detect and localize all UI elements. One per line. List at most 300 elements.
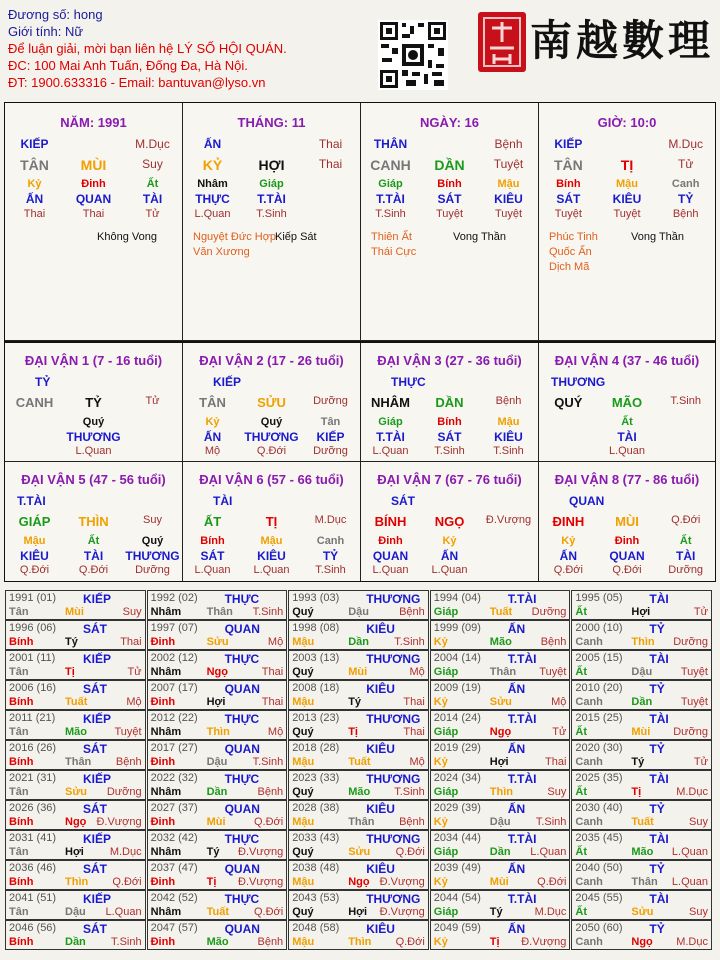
- dai-van-can: BÍNH: [374, 514, 407, 529]
- hidden-stem: Bính: [437, 416, 462, 428]
- year-cell: [5, 620, 146, 650]
- year-cell: [430, 830, 571, 860]
- row: [539, 416, 715, 428]
- year-phase: Thai: [120, 636, 142, 648]
- year-top-row: [9, 862, 142, 876]
- hidden-ten-god: KIÊU: [257, 549, 286, 563]
- dai-van-chi: SỬU: [257, 395, 286, 410]
- dai-van-chi: DẦN: [435, 395, 464, 410]
- year-branch: Hợi: [489, 756, 509, 768]
- year-branch: Mùi: [348, 666, 368, 678]
- year-phase: Đ.Vượng: [521, 936, 567, 948]
- hidden-ten-god: TÀI: [676, 549, 696, 563]
- year-ten-god: T.TÀI: [507, 832, 537, 846]
- year-stem: Giáp: [433, 786, 459, 798]
- hidden-ten-god: THỰC: [195, 192, 230, 206]
- year-stem: Canh: [575, 696, 603, 708]
- year-ten-god: THỰC: [224, 892, 260, 906]
- row: [361, 445, 538, 457]
- year-ten-god: KIÊU: [366, 922, 395, 936]
- year-branch: Dần: [65, 936, 86, 948]
- hidden-ten-god: KIÊU: [494, 430, 523, 444]
- year-bottom-row: [575, 906, 708, 920]
- note-right: Vong Thần: [453, 231, 507, 243]
- year-bottom-row: [575, 696, 708, 710]
- year-stem: Ất: [575, 846, 587, 858]
- dai-van-can: CANH: [15, 395, 54, 410]
- year-top-row: [575, 802, 708, 816]
- year-bottom-row: [434, 876, 567, 890]
- year-ten-god: TỶ: [649, 922, 665, 936]
- year-top-row: [151, 592, 284, 606]
- row: [539, 192, 715, 206]
- year-label: 2001 (11): [9, 652, 56, 664]
- hidden-stem: Kỷ: [205, 416, 220, 428]
- hidden-ten-god: ẤN: [559, 549, 577, 563]
- year-stem: Quý: [292, 906, 314, 918]
- year-ten-god: THƯƠNG: [366, 892, 421, 906]
- year-top-row: [434, 622, 567, 636]
- year-cell: [147, 590, 288, 620]
- year-branch: Dậu: [631, 666, 653, 678]
- hidden-stem: Đinh: [81, 178, 106, 190]
- hidden-ten-god: QUAN: [372, 549, 409, 563]
- year-ten-god: T.TÀI: [507, 712, 537, 726]
- year-ten-god: ẤN: [507, 802, 526, 816]
- qr-code-icon: [378, 20, 448, 90]
- row: [5, 564, 182, 576]
- year-top-row: [292, 742, 425, 756]
- hidden-phase: [301, 208, 360, 220]
- year-cell: [288, 860, 429, 890]
- heavenly-stem: TÂN: [553, 157, 583, 173]
- year-branch: Mùi: [631, 726, 651, 738]
- row: [5, 208, 182, 220]
- hidden-phase: Dưỡng: [668, 564, 704, 576]
- year-label: 2049 (59): [433, 922, 481, 934]
- year-cell: [147, 740, 288, 770]
- branch-phase: Thai: [318, 157, 343, 171]
- year-stem: Nhâm: [150, 846, 182, 858]
- year-top-row: [9, 922, 142, 936]
- hidden-ten-god: QUAN: [75, 192, 112, 206]
- phone-line: ĐT: 1900.633316 - Email: bantuvan@lyso.vn: [8, 75, 266, 90]
- hidden-stem: Kỷ: [561, 535, 576, 547]
- year-branch: Thân: [65, 756, 92, 768]
- year-top-row: [292, 832, 425, 846]
- year-branch: Dần: [489, 846, 511, 858]
- ten-god: THÂN: [373, 137, 408, 151]
- year-top-row: [9, 652, 142, 666]
- year-branch: Hợi: [65, 846, 84, 858]
- year-stem: Kỷ: [433, 816, 448, 828]
- year-label: 2043 (53): [292, 892, 340, 904]
- hidden-phase: Mộ: [204, 445, 221, 457]
- dai-van-can: GIÁP: [18, 514, 51, 529]
- spacer: [242, 137, 301, 151]
- year-stem: Bính: [9, 816, 34, 828]
- hidden-phase: Q.Đới: [612, 564, 642, 576]
- year-cell: [571, 830, 712, 860]
- year-phase: T.Sinh: [394, 636, 425, 648]
- hidden-ten-god: TÀI: [83, 549, 104, 563]
- row: [183, 208, 360, 220]
- year-bottom-row: [575, 756, 708, 770]
- hidden-stem: Ất: [621, 416, 633, 428]
- year-bottom-row: [151, 816, 284, 830]
- year-top-row: [292, 922, 425, 936]
- year-phase: M.Dục: [534, 906, 567, 918]
- year-branch: Tị: [631, 786, 642, 798]
- row: [183, 430, 360, 444]
- year-branch: Thân: [631, 876, 658, 888]
- year-label: 2039 (49): [433, 862, 481, 874]
- year-cell: [430, 650, 571, 680]
- hidden-stem: Đinh: [614, 535, 640, 547]
- year-bottom-row: [151, 876, 284, 890]
- year-stem: Nhâm: [150, 786, 182, 798]
- hidden-stem: [479, 535, 538, 547]
- hidden-phase: L.Quan: [75, 445, 112, 457]
- year-stem: Giáp: [433, 666, 459, 678]
- year-branch: Tuất: [65, 696, 88, 708]
- row: [539, 395, 715, 410]
- year-ten-god: KIẾP: [83, 892, 112, 906]
- hidden-phase: Q.Đới: [19, 564, 50, 576]
- year-phase: Mộ: [551, 696, 567, 708]
- year-cell: [430, 920, 571, 950]
- year-ten-god: TỶ: [649, 862, 665, 876]
- year-top-row: [575, 622, 708, 636]
- year-ten-god: TÀI: [649, 592, 669, 606]
- year-branch: Tuất: [206, 906, 229, 918]
- year-phase: Mộ: [267, 726, 284, 738]
- year-cell: [430, 740, 571, 770]
- row: [539, 157, 715, 173]
- hidden-phase: L.Quan: [372, 445, 409, 457]
- year-phase: Suy: [122, 606, 142, 618]
- hidden-stem: Nhâm: [197, 178, 228, 190]
- year-bottom-row: [9, 756, 142, 770]
- year-cell: [288, 680, 429, 710]
- year-bottom-row: [151, 696, 284, 710]
- dai-van-star: THỰC: [391, 375, 426, 389]
- year-cell: [147, 800, 288, 830]
- year-stem: Ất: [575, 606, 587, 618]
- gioi-tinh-label: Giới tính:: [8, 24, 62, 39]
- year-ten-god: KIÊU: [366, 682, 395, 696]
- year-branch: Tý: [631, 756, 645, 768]
- dai-van-4: [539, 343, 715, 462]
- year-top-row: [434, 592, 567, 606]
- year-phase: Bệnh: [399, 606, 425, 618]
- year-stem: Canh: [575, 816, 603, 828]
- year-bottom-row: [292, 636, 425, 650]
- year-cell: [5, 680, 146, 710]
- year-bottom-row: [434, 786, 567, 800]
- qr-code[interactable]: [378, 20, 448, 90]
- year-branch: Tý: [65, 636, 78, 648]
- year-stem: Kỷ: [433, 636, 448, 648]
- year-bottom-row: [292, 906, 425, 920]
- spacer: [420, 137, 479, 151]
- year-label: 2033 (43): [292, 832, 340, 844]
- year-top-row: [9, 772, 142, 786]
- row: [183, 535, 360, 547]
- year-top-row: [151, 862, 284, 876]
- year-stem: Đinh: [150, 816, 176, 828]
- year-cell: [5, 920, 146, 950]
- year-phase: Bệnh: [540, 636, 567, 648]
- year-ten-god: TÀI: [649, 832, 669, 846]
- year-top-row: [575, 742, 708, 756]
- year-label: 2046 (56): [9, 922, 57, 934]
- year-top-row: [151, 682, 284, 696]
- dai-van-star: QUAN: [569, 494, 605, 508]
- year-phase: Dưỡng: [106, 786, 142, 798]
- row: [361, 564, 538, 576]
- hidden-ten-god: TÀI: [142, 192, 163, 206]
- year-top-row: [575, 682, 708, 696]
- year-label: 2025 (35): [575, 772, 623, 784]
- hidden-ten-god: THƯƠNG: [66, 430, 121, 444]
- year-stem: Mậu: [292, 936, 315, 948]
- year-branch: Ngọ: [65, 816, 87, 828]
- year-stem: Tân: [9, 606, 29, 618]
- year-phase: L.Quan: [671, 846, 708, 858]
- year-ten-god: KIÊU: [366, 622, 395, 636]
- dai-van-can: ĐINH: [552, 514, 585, 529]
- year-cell: [5, 890, 146, 920]
- pillar-title: GIỜ: 10:0: [597, 115, 657, 130]
- dai-van-can: TÂN: [199, 395, 226, 410]
- row: [539, 430, 715, 444]
- branch-phase: Tuyệt: [493, 157, 524, 171]
- year-cell: [571, 590, 712, 620]
- year-cell: [571, 620, 712, 650]
- year-bottom-row: [151, 936, 284, 950]
- hidden-stem: Mậu: [260, 535, 283, 547]
- year-branch: Hợi: [631, 606, 651, 618]
- year-ten-god: KIÊU: [366, 862, 395, 876]
- dai-van-phase: Bệnh: [495, 395, 522, 407]
- year-bottom-row: [434, 636, 567, 650]
- row: [361, 549, 538, 563]
- year-cell: [147, 770, 288, 800]
- dai-van-phase: Đ.Vượng: [485, 514, 532, 526]
- year-cell: [288, 920, 429, 950]
- hidden-stem: Mậu: [23, 535, 46, 547]
- year-ten-god: SÁT: [83, 802, 107, 816]
- row: [5, 445, 182, 457]
- year-branch: Mão: [631, 846, 654, 858]
- hidden-ten-god: TỶ: [322, 549, 339, 563]
- row: [183, 192, 360, 206]
- year-bottom-row: [575, 786, 708, 800]
- year-top-row: [434, 922, 567, 936]
- heavenly-stem: KỶ: [202, 157, 223, 173]
- pillar-title: NGÀY: 16: [420, 115, 479, 130]
- year-phase: T.Sinh: [394, 786, 425, 798]
- hidden-phase: T.Sinh: [434, 445, 465, 457]
- year-bottom-row: [292, 666, 425, 680]
- year-stem: Ất: [575, 906, 587, 918]
- year-cell: [288, 650, 429, 680]
- year-cell: [288, 770, 429, 800]
- year-ten-god: QUAN: [224, 862, 260, 876]
- year-cell: [430, 800, 571, 830]
- year-stem: Kỷ: [433, 936, 448, 948]
- dai-van-title: ĐẠI VẬN 3 (27 - 36 tuổi): [377, 353, 522, 368]
- year-bottom-row: [9, 816, 142, 830]
- year-top-row: [434, 832, 567, 846]
- row: [539, 549, 715, 563]
- year-phase: Đ.Vượng: [238, 846, 284, 858]
- row: [183, 416, 360, 428]
- heavenly-stem: TÂN: [20, 157, 49, 173]
- year-stem: Mậu: [292, 816, 315, 828]
- year-ten-god: KIÊU: [366, 802, 395, 816]
- year-phase: Bệnh: [399, 816, 425, 828]
- hidden-phase: [123, 445, 182, 457]
- hidden-stem: Giáp: [378, 416, 403, 428]
- note-left: Nguyệt Đức Hợp: [193, 231, 277, 243]
- hidden-ten-god: [123, 430, 182, 444]
- dai-van-chi: NGỌ: [434, 514, 465, 529]
- year-ten-god: QUAN: [224, 622, 260, 636]
- earthly-branch: DẦN: [434, 157, 465, 173]
- year-ten-god: KIẾP: [83, 832, 112, 846]
- year-phase: T.Sinh: [111, 936, 142, 948]
- note-left: Quốc Ấn: [549, 246, 592, 258]
- year-phase: Q.Đới: [112, 876, 142, 888]
- year-stem: Canh: [575, 756, 603, 768]
- year-phase: T.Sinh: [252, 756, 284, 768]
- year-top-row: [434, 772, 567, 786]
- year-stem: Tân: [9, 906, 29, 918]
- year-branch: Hợi: [348, 906, 368, 918]
- year-bottom-row: [151, 756, 284, 770]
- year-bottom-row: [292, 726, 425, 740]
- year-phase: Q.Đới: [395, 846, 425, 858]
- year-phase: Tử: [127, 666, 142, 678]
- dai-van-phase: Dưỡng: [313, 395, 348, 407]
- hidden-stem: Canh: [671, 178, 700, 190]
- hidden-phase: [539, 445, 598, 457]
- year-bottom-row: [9, 726, 142, 740]
- note-right: Kiếp Sát: [275, 231, 317, 243]
- dai-van-7: [361, 462, 539, 581]
- year-bottom-row: [9, 636, 142, 650]
- hidden-phase: T.Sinh: [315, 564, 346, 576]
- year-ten-god: SÁT: [83, 862, 107, 876]
- dai-van-phase: Q.Đới: [671, 514, 701, 526]
- year-ten-god: TỶ: [649, 802, 665, 816]
- year-ten-god: QUAN: [224, 742, 260, 756]
- hidden-stem: [656, 416, 715, 428]
- row: [183, 395, 360, 410]
- year-cell: [147, 710, 288, 740]
- year-label: 2010 (20): [575, 682, 623, 694]
- year-bottom-row: [575, 846, 708, 860]
- year-cell: [288, 830, 429, 860]
- year-cell: [430, 680, 571, 710]
- year-cell: [5, 800, 146, 830]
- year-label: 2024 (34): [433, 772, 481, 784]
- year-stem: Bính: [9, 876, 34, 888]
- dai-van-can: NHÂM: [371, 395, 410, 410]
- hidden-stem: Quý: [141, 535, 164, 547]
- truong-sinh: Bệnh: [494, 137, 523, 151]
- year-stem: Quý: [292, 726, 314, 738]
- year-phase: Thai: [403, 696, 425, 708]
- earthly-branch: TỊ: [620, 157, 634, 173]
- year-cell: [571, 650, 712, 680]
- year-cell: [571, 890, 712, 920]
- year-phase: Thai: [403, 726, 425, 738]
- year-stem: Nhâm: [150, 726, 182, 738]
- year-bottom-row: [575, 636, 708, 650]
- year-phase: Tử: [552, 726, 567, 738]
- year-cell: [571, 800, 712, 830]
- year-phase: Dưỡng: [531, 606, 567, 618]
- year-bottom-row: [575, 726, 708, 740]
- year-ten-god: SÁT: [83, 622, 107, 636]
- year-bottom-row: [434, 756, 567, 770]
- year-label: 2006 (16): [9, 682, 57, 694]
- note-left: Dịch Mã: [549, 261, 590, 273]
- hidden-phase: Bệnh: [672, 208, 699, 220]
- row: [539, 137, 715, 151]
- year-phase: Dưỡng: [673, 726, 708, 738]
- year-label: 1994 (04): [433, 592, 481, 604]
- year-bottom-row: [151, 606, 284, 620]
- year-label: 2009 (19): [433, 682, 481, 694]
- dai-van-title: ĐẠI VẬN 7 (67 - 76 tuổi): [377, 472, 522, 487]
- year-phase: Tuyệt: [680, 666, 708, 678]
- dai-van-3: [361, 343, 539, 462]
- dai-van-8: [539, 462, 715, 581]
- year-ten-god: THƯƠNG: [366, 712, 421, 726]
- year-ten-god: QUAN: [224, 922, 260, 936]
- red-seal: [478, 12, 526, 72]
- year-cell: [430, 590, 571, 620]
- year-label: 1995 (05): [575, 592, 623, 604]
- year-ten-god: SÁT: [83, 922, 107, 936]
- year-ten-god: KIẾP: [83, 712, 112, 726]
- row: [361, 535, 538, 547]
- year-cell: [571, 680, 712, 710]
- year-bottom-row: [9, 846, 142, 860]
- hidden-ten-god: [479, 549, 538, 563]
- row: [5, 192, 182, 206]
- year-stem: Kỷ: [433, 876, 448, 888]
- pillars-panel: [4, 102, 716, 342]
- hidden-ten-god: SÁT: [556, 192, 581, 206]
- year-ten-god: THỰC: [224, 652, 260, 666]
- year-phase: Tuyệt: [539, 666, 567, 678]
- year-cell: [5, 740, 146, 770]
- contact-line: Để luận giải, mời bạn liên hệ LÝ SỐ HỘI QUÁN.: [8, 41, 287, 56]
- truong-sinh: M.Dục: [135, 137, 170, 151]
- year-branch: Thìn: [348, 936, 372, 948]
- year-cell: [288, 710, 429, 740]
- hidden-phase: [479, 564, 538, 576]
- year-cell: [5, 650, 146, 680]
- year-top-row: [292, 802, 425, 816]
- pillar-hour: [539, 103, 715, 341]
- year-bottom-row: [575, 816, 708, 830]
